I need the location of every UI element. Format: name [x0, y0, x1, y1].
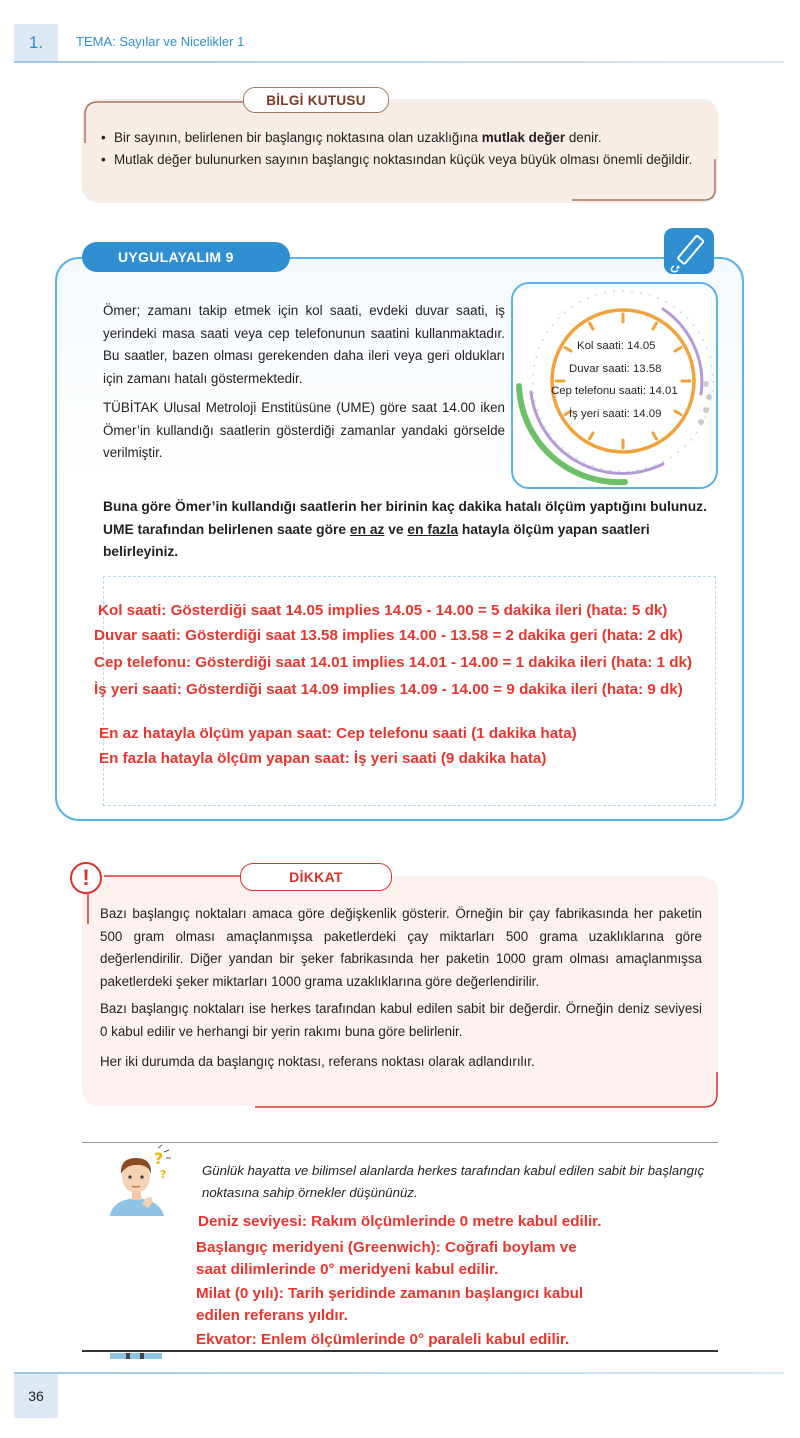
page-number: 36	[14, 1374, 58, 1418]
svg-text:?: ?	[160, 1168, 167, 1181]
info-bullet-1-text: Bir sayının, belirlenen bir başlangıç noktasına olan uzaklığına	[114, 130, 482, 145]
answer-is-yeri: İş yeri saati: Gösterdiği saat 14.09 implies 14.09 - 14.00 = 9 dakika ileri (hata: 9 dk)	[94, 681, 683, 698]
attention-paragraph-2: Bazı başlangıç noktaları ise herkes tarafından kabul edilen sabit bir değerdir. Örneğin deniz seviyesi 0 kabul edilir ve herhangi bir yerin rakımı buna göre belirlenir.	[100, 1001, 702, 1039]
think-answer-3a: Milat (0 yılı): Tarih şeridinde zamanın başlangıcı kabul	[196, 1285, 584, 1302]
question-part-2: hatayla ölçüm yapan saatleri belirleyiniz.	[103, 521, 650, 559]
pencil-icon	[664, 228, 714, 274]
info-bullet-1-bold: mutlak değer	[481, 130, 566, 145]
info-bullet-1-end: denir.	[565, 130, 602, 145]
exercise-paragraph-1: Ömer; zamanı takip etmek için kol saati, evdeki duvar saati, iş yerindeki masa saati veya cep telefonunun saatini kullanmaktadır. Bu saatler, bazen olması gerekenden daha ileri veya geri oldukları için zamanı hatalı göstermektedir.	[103, 303, 505, 386]
attention-paragraph-1: Bazı başlangıç noktaları amaca göre değişkenlik gösterir. Örneğin bir çay fabrikasında her paketin 500 gram olması amaçlanmışsa paketlerdeki çay miktarları 500 grama uzaklıklarına göre değerlendirilir. Diğer yandan bir şeker fabrikasında her paketin 1000 gram olması amaçlanmışsa paketlerdeki şeker miktarları 1000 grama uzaklıklarına göre değerlendirilir.	[100, 906, 702, 989]
think-top-divider	[82, 1142, 718, 1143]
info-bullet-1	[100, 127, 706, 149]
attention-paragraph-3: Her iki durumda da başlangıç noktası, referans noktası olarak adlandırılır.	[100, 1054, 535, 1069]
info-bullet-2: • Mutlak değer bulunurken sayının başlangıç noktasından küçük veya büyük olması önemli değildir.	[100, 149, 706, 171]
info-box-label: BİLGİ KUTUSU	[243, 87, 389, 113]
clock-label-is-yeri: İş yeri saati: 14.09	[569, 407, 662, 420]
attention-label: DİKKAT	[240, 863, 392, 891]
unit-number: 1.	[14, 24, 58, 62]
svg-text:?: ?	[154, 1149, 164, 1168]
info-box-list	[100, 127, 706, 171]
clock-label-cep: Cep telefonu saati: 14.01	[551, 385, 678, 397]
answer-min-summary: En az hatayla ölçüm yapan saat: Cep telefonu saati (1 dakika hata)	[99, 725, 577, 742]
exercise-label: UYGULAYALIM 9	[82, 242, 290, 272]
clock-label-duvar: Duvar saati: 13.58	[569, 362, 662, 375]
exercise-question	[103, 496, 717, 564]
question-max-underline: en fazla	[407, 521, 459, 537]
question-min-underline: en az	[349, 521, 385, 537]
exclamation-icon: !	[70, 862, 102, 894]
think-answer-1: Deniz seviyesi: Rakım ölçümlerinde 0 metre kabul edilir.	[198, 1213, 602, 1230]
think-question: Günlük hayatta ve bilimsel alanlarda herkes tarafından kabul edilen sabit bir başlangıç noktasına sahip örnekler düşününüz.	[202, 1163, 705, 1200]
answer-max-summary: En fazla hatayla ölçüm yapan saat: İş yeri saati (9 dakika hata)	[99, 750, 547, 767]
answer-cep: Cep telefonu: Gösterdiği saat 14.01 implies 14.01 - 14.00 = 1 dakika ileri (hata: 1 dk)	[94, 654, 693, 671]
question-part-1: Buna göre Ömer’in kullandığı saatlerin her birinin kaç dakika hatalı ölçüm yaptığını bulunuz. UME tarafından belirlenen saate göre	[103, 499, 707, 537]
clock-label-list	[513, 335, 718, 425]
think-answer-3b: edilen referans yıldır.	[196, 1307, 348, 1324]
clock-label-kol: Kol saati: 14.05	[577, 340, 656, 352]
answer-duvar: Duvar saati: Gösterdiği saat 13.58 implies 14.00 - 13.58 = 2 dakika geri (hata: 2 dk)	[94, 627, 683, 644]
exercise-paragraph-2: TÜBİTAK Ulusal Metroloji Enstitüsüne (UME) göre saat 14.00 iken Ömer’in kullandığı saatlerin gösterdiği zamanlar yandaki görselde verilmiştir.	[103, 400, 505, 460]
think-bottom-divider	[82, 1350, 718, 1352]
think-answer-2a: Başlangıç meridyeni (Greenwich): Coğrafi boylam ve	[196, 1239, 577, 1256]
thinking-student-icon	[108, 1144, 174, 1216]
think-answer-4: Ekvator: Enlem ölçümlerinde 0° paraleli kabul edilir.	[196, 1331, 570, 1348]
theme-title: TEMA: Sayılar ve Nicelikler 1	[76, 34, 245, 49]
think-answer-2b: saat dilimlerinde 0° meridyeni kabul edilir.	[196, 1261, 499, 1278]
question-and: ve	[384, 521, 408, 537]
clock-illustration	[511, 282, 718, 489]
answer-kol: Kol saati: Gösterdiği saat 14.05 implies 14.05 - 14.00 = 5 dakika ileri (hata: 5 dk)	[98, 602, 668, 619]
header-divider	[14, 61, 784, 63]
footer-divider	[14, 1372, 784, 1374]
